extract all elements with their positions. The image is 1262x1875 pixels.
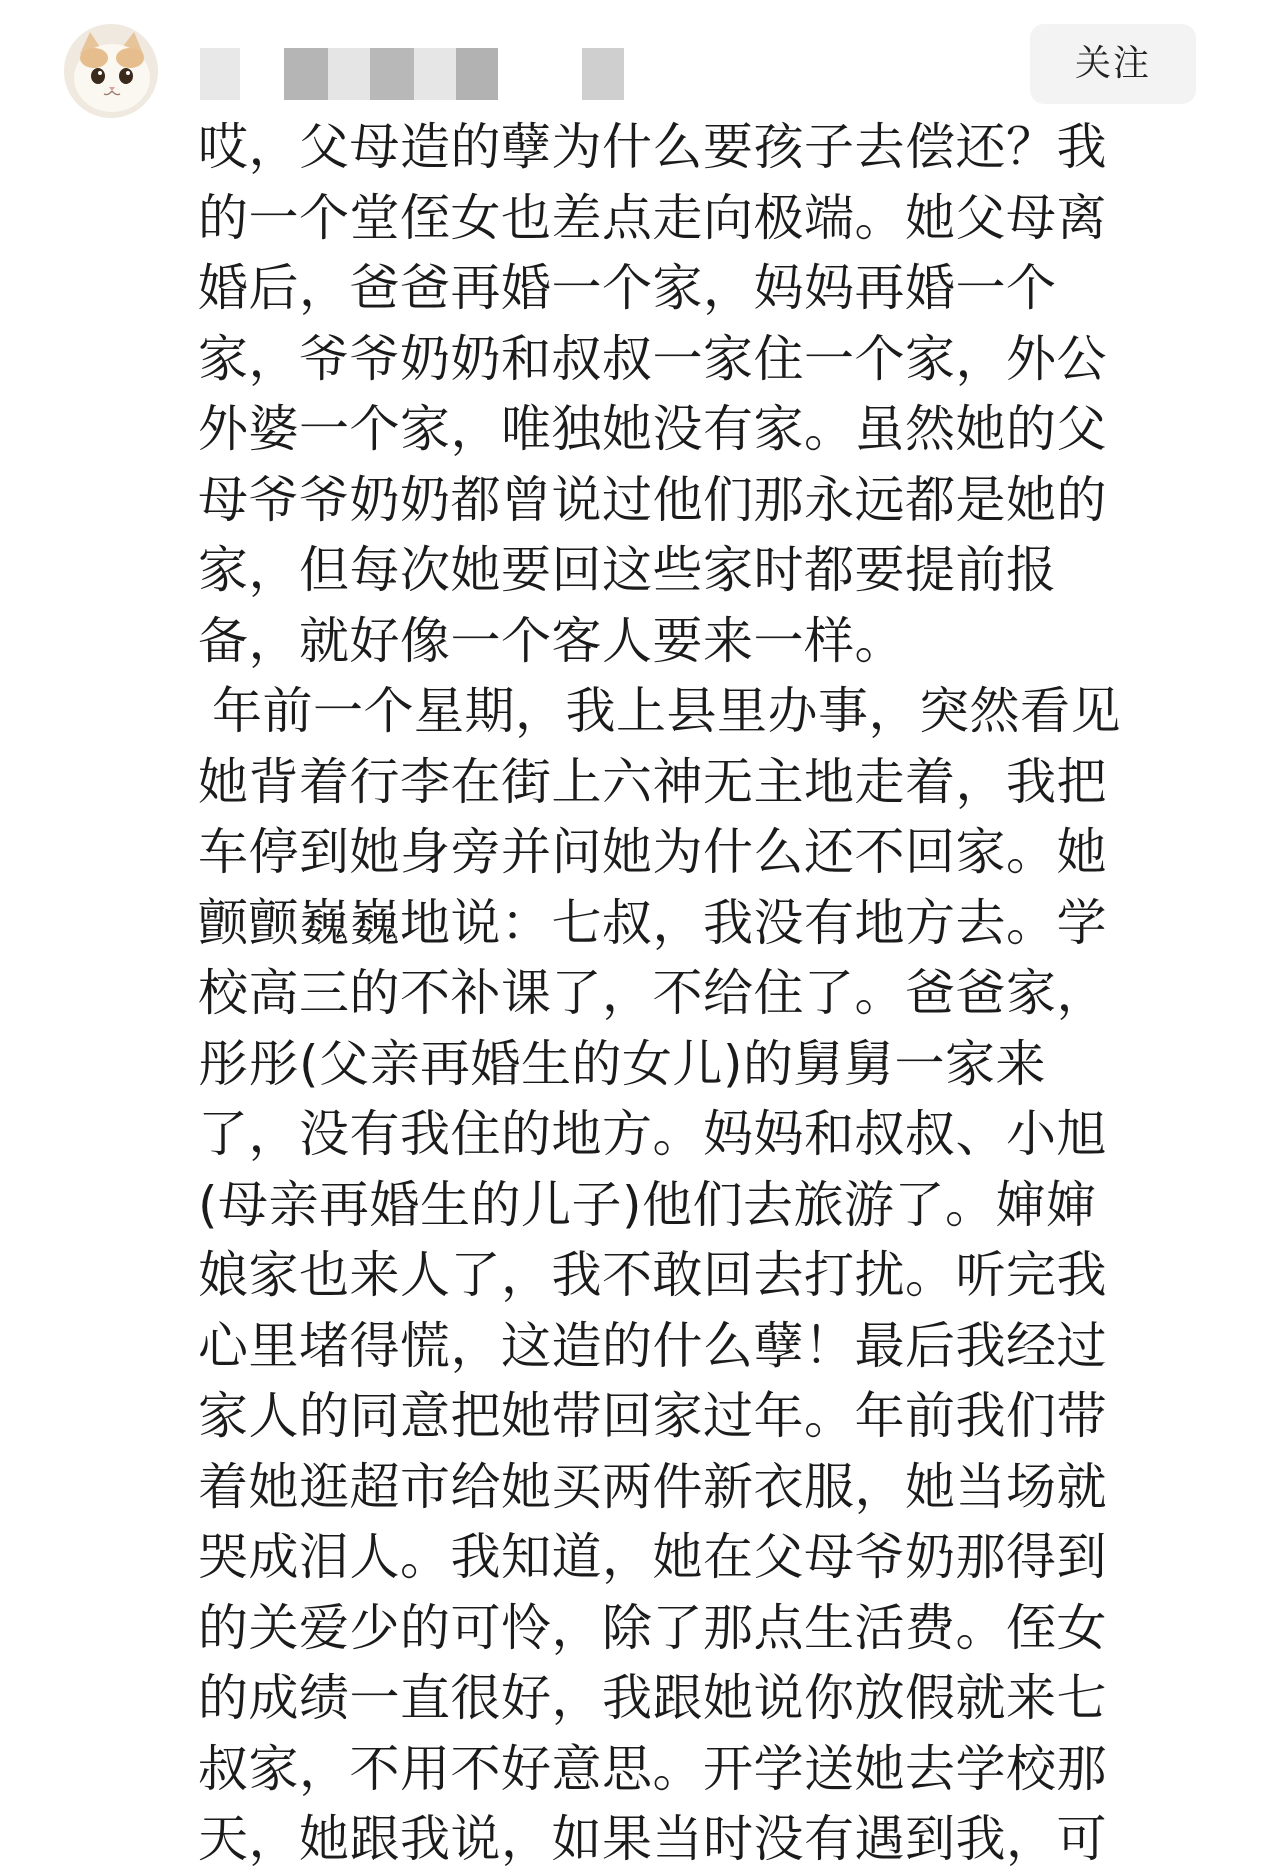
post-text-line: 备，就好像一个客人要来一样。 (198, 611, 905, 670)
blur-block (370, 48, 414, 100)
blur-block (200, 48, 240, 100)
post-text-line: 她背着行李在街上六神无主地走着，我把 (198, 752, 1107, 811)
post-text-line: 了，没有我住的地方。妈妈和叔叔、小旭 (198, 1105, 1107, 1163)
post-text-line: 家，但每次她要回这些家时都要提前报 (198, 541, 1057, 599)
post-body (198, 112, 1198, 1875)
blur-block (456, 48, 498, 100)
post-text-line: (母亲再婚生的儿子)他们去旅游了。婶婶 (198, 1175, 1097, 1234)
post-text-line: 的关爱少的可怜，除了那点生活费。侄女 (198, 1598, 1107, 1657)
post-text-line: 心里堵得慌，这造的什么孽！最后我经过 (198, 1316, 1107, 1375)
post-text-line: 着她逛超市给她买两件新衣服，她当场就 (198, 1457, 1107, 1516)
username-blurred (200, 48, 700, 100)
post-text-line: 外婆一个家，唯独她没有家。虽然她的父 (198, 400, 1107, 458)
post-text-line: 叔家，不用不好意思。开学送她去学校那 (198, 1739, 1107, 1798)
post-text-line: 年前一个星期，我上县里办事，突然看见 (212, 682, 1121, 740)
post-text-line: 母爷爷奶奶都曾说过他们那永远都是她的 (198, 470, 1107, 529)
blur-block (582, 48, 624, 100)
blur-block (328, 48, 370, 100)
post-text-line: 天，她跟我说，如果当时没有遇到我，可 (198, 1810, 1107, 1868)
post-text-line: 颤颤巍巍地说：七叔，我没有地方去。学 (198, 893, 1107, 952)
post-text-line: 哎，父母造的孽为什么要孩子去偿还？我 (198, 118, 1107, 176)
post-text-line: 家人的同意把她带回家过年。年前我们带 (198, 1387, 1107, 1445)
post-text-line: 彤彤(父亲再婚生的女儿)的舅舅一家来 (198, 1034, 1047, 1093)
post-text-line: 的成绩一直很好，我跟她说你放假就来七 (198, 1669, 1107, 1727)
post-text-line: 哭成泪人。我知道，她在父母爷奶那得到 (198, 1528, 1107, 1586)
post-text-line: 的一个堂侄女也差点走向极端。她父母离 (198, 188, 1107, 247)
post-text-line: 婚后，爸爸再婚一个家，妈妈再婚一个 (198, 259, 1057, 317)
cat-avatar-icon[interactable] (64, 24, 158, 118)
blur-block (284, 48, 328, 100)
post-text-line: 车停到她身旁并问她为什么还不回家。她 (198, 823, 1107, 881)
follow-button[interactable]: 关注 (1030, 24, 1196, 104)
blur-block (414, 48, 456, 100)
cat-avatar-image (64, 24, 158, 118)
post-text-line: 家，爷爷奶奶和叔叔一家住一个家，外公 (198, 329, 1107, 388)
post-text-line: 娘家也来人了，我不敢回去打扰。听完我 (198, 1246, 1107, 1304)
post-text-line: 校高三的不补课了，不给住了。爸爸家， (198, 964, 1107, 1022)
